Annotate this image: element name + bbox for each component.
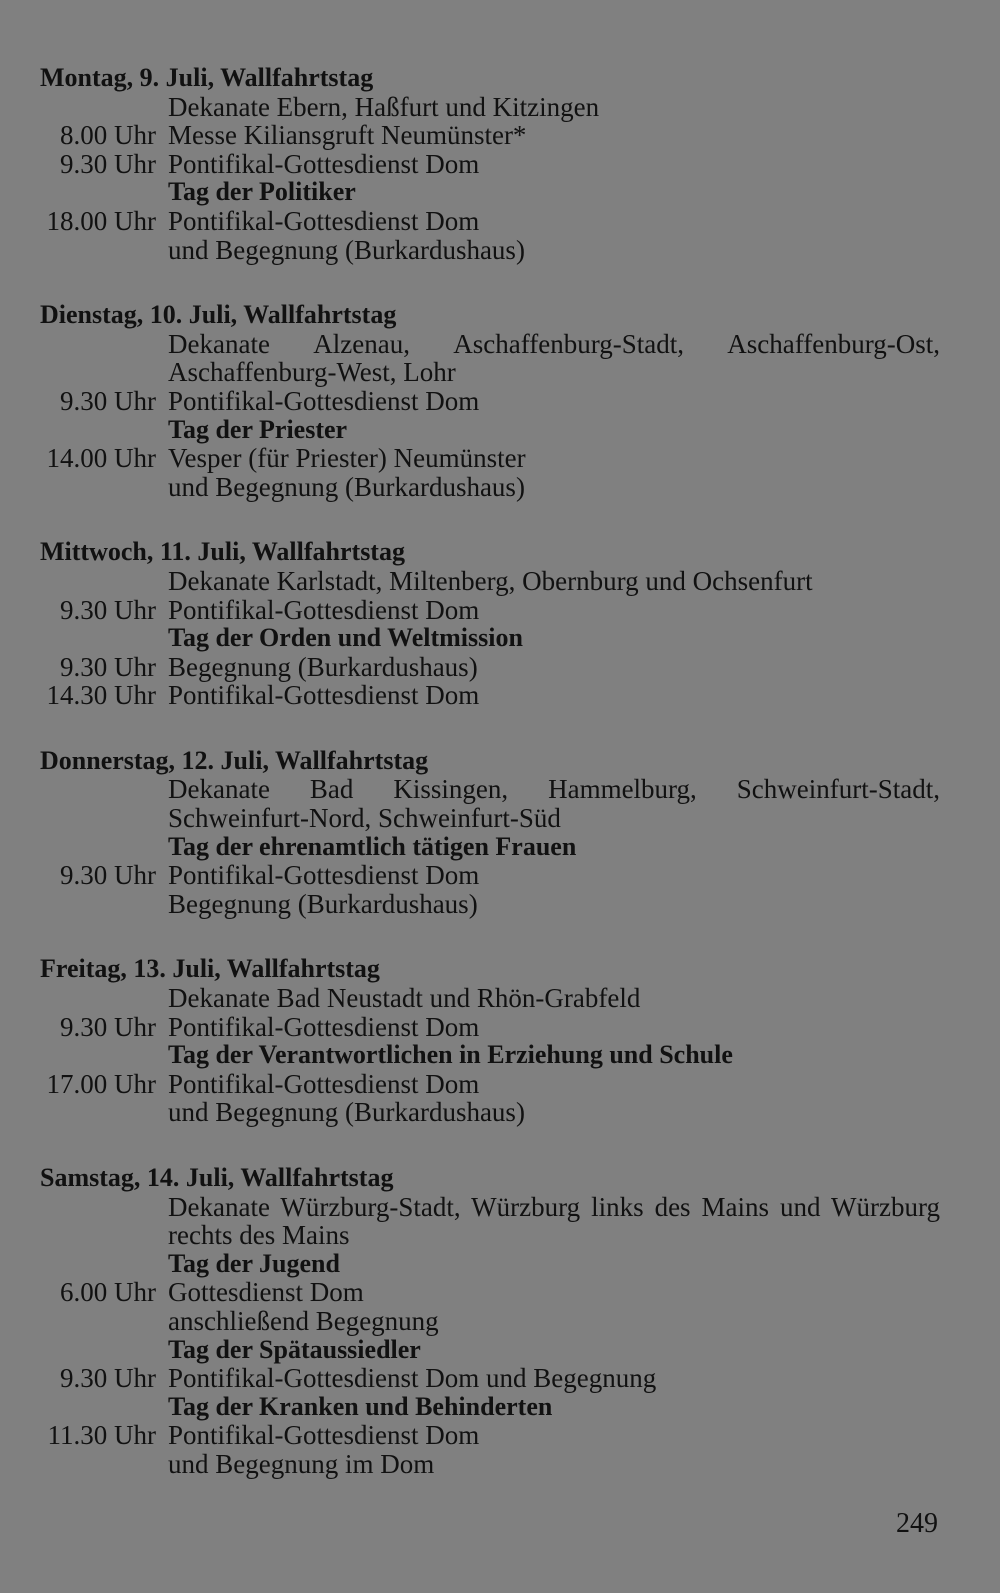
day-section [40, 747, 940, 919]
schedule-entry-theme: Tag der Spätaussiedler [168, 1334, 421, 1364]
schedule-entry: Dekanate Würzburg-Stadt, Würzburg links des Mains und Würzburg rechts des Mains [168, 1191, 940, 1251]
schedule-entry: 17.00 Uhr Pontifikal-Gottesdienst Dom [46, 1068, 480, 1099]
day-heading: Donnerstag, 12. Juli, Wallfahrtstag [40, 745, 429, 775]
schedule-entry: und Begegnung (Burkardushaus) [168, 1097, 525, 1128]
day-section [40, 955, 940, 1127]
schedule-entry: Dekanate Alzenau, Aschaffenburg-Stadt, Aschaffenburg-Ost, Aschaffenburg-West, Lohr [168, 328, 940, 388]
schedule-entry: und Begegnung (Burkardushaus) [168, 234, 525, 265]
schedule-entry: 8.00 Uhr Messe Kiliansgruft Neumünster* [60, 120, 527, 151]
schedule-entry-theme: Tag der Kranken und Behinderten [168, 1391, 553, 1421]
schedule-entry-theme: Tag der Priester [168, 414, 348, 444]
schedule-entry: und Begegnung (Burkardushaus) [168, 471, 525, 502]
schedule-entry-theme: Tag der Jugend [168, 1248, 340, 1278]
schedule-entry: 6.00 Uhr Gottesdienst Dom [60, 1277, 364, 1308]
page-number: 249 [896, 1508, 938, 1539]
day-heading: Mittwoch, 11. Juli, Wallfahrtstag [40, 537, 405, 567]
schedule-entry: 14.00 Uhr Vesper (für Priester) Neumünster [46, 443, 526, 474]
schedule-entry: anschließend Begegnung [168, 1305, 439, 1336]
schedule-entry: 14.30 Uhr Pontifikal-Gottesdienst Dom [46, 680, 480, 711]
day-section [40, 301, 940, 501]
schedule-entry: 9.30 Uhr Pontifikal-Gottesdienst Dom [60, 594, 480, 625]
schedule-entry: Dekanate Ebern, Haßfurt und Kitzingen [168, 91, 600, 122]
schedule-entry: 18.00 Uhr Pontifikal-Gottesdienst Dom [46, 205, 480, 236]
schedule-entry: Dekanate Bad Kissingen, Hammelburg, Schweinfurt-Stadt, Schweinfurt-Nord, Schweinfurt-Süd [168, 774, 940, 834]
schedule-entry-theme: Tag der Verantwortlichen in Erziehung und Schule [168, 1040, 733, 1070]
day-heading: Freitag, 13. Juli, Wallfahrtstag [40, 954, 380, 984]
schedule-entry-theme: Tag der ehrenamtlich tätigen Frauen [168, 831, 577, 861]
day-heading: Samstag, 14. Juli, Wallfahrtstag [40, 1163, 394, 1192]
day-heading: Montag, 9. Juli, Wallfahrtstag [40, 63, 374, 92]
schedule-entry: 9.30 Uhr Pontifikal-Gottesdienst Dom [60, 860, 480, 891]
schedule-entry: 9.30 Uhr Pontifikal-Gottesdienst Dom und Begegnung [60, 1363, 657, 1394]
schedule-entry-theme: Tag der Politiker [168, 177, 356, 207]
schedule-entry: und Begegnung im Dom [168, 1448, 435, 1479]
schedule-entry: Dekanate Karlstadt, Miltenberg, Obernburg und Ochsenfurt [168, 565, 813, 596]
schedule-entry: 9.30 Uhr Begegnung (Burkardushaus) [60, 651, 478, 682]
day-heading: Dienstag, 10. Juli, Wallfahrtstag [40, 300, 397, 330]
schedule-entry: 9.30 Uhr Pontifikal-Gottesdienst Dom [60, 148, 480, 179]
schedule-entry: Dekanate Bad Neustadt und Rhön-Grabfeld [168, 983, 641, 1014]
schedule-page [40, 64, 940, 1516]
schedule-entry: Begegnung (Burkardushaus) [168, 888, 478, 919]
schedule-entry: 9.30 Uhr Pontifikal-Gottesdienst Dom [60, 1011, 480, 1042]
day-section [40, 1164, 940, 1479]
schedule-entry: 9.30 Uhr Pontifikal-Gottesdienst Dom [60, 385, 480, 416]
schedule-entry-theme: Tag der Orden und Weltmission [168, 623, 523, 653]
schedule-entry: 11.30 Uhr Pontifikal-Gottesdienst Dom [47, 1420, 480, 1451]
day-section [40, 538, 940, 710]
day-section [40, 64, 940, 264]
